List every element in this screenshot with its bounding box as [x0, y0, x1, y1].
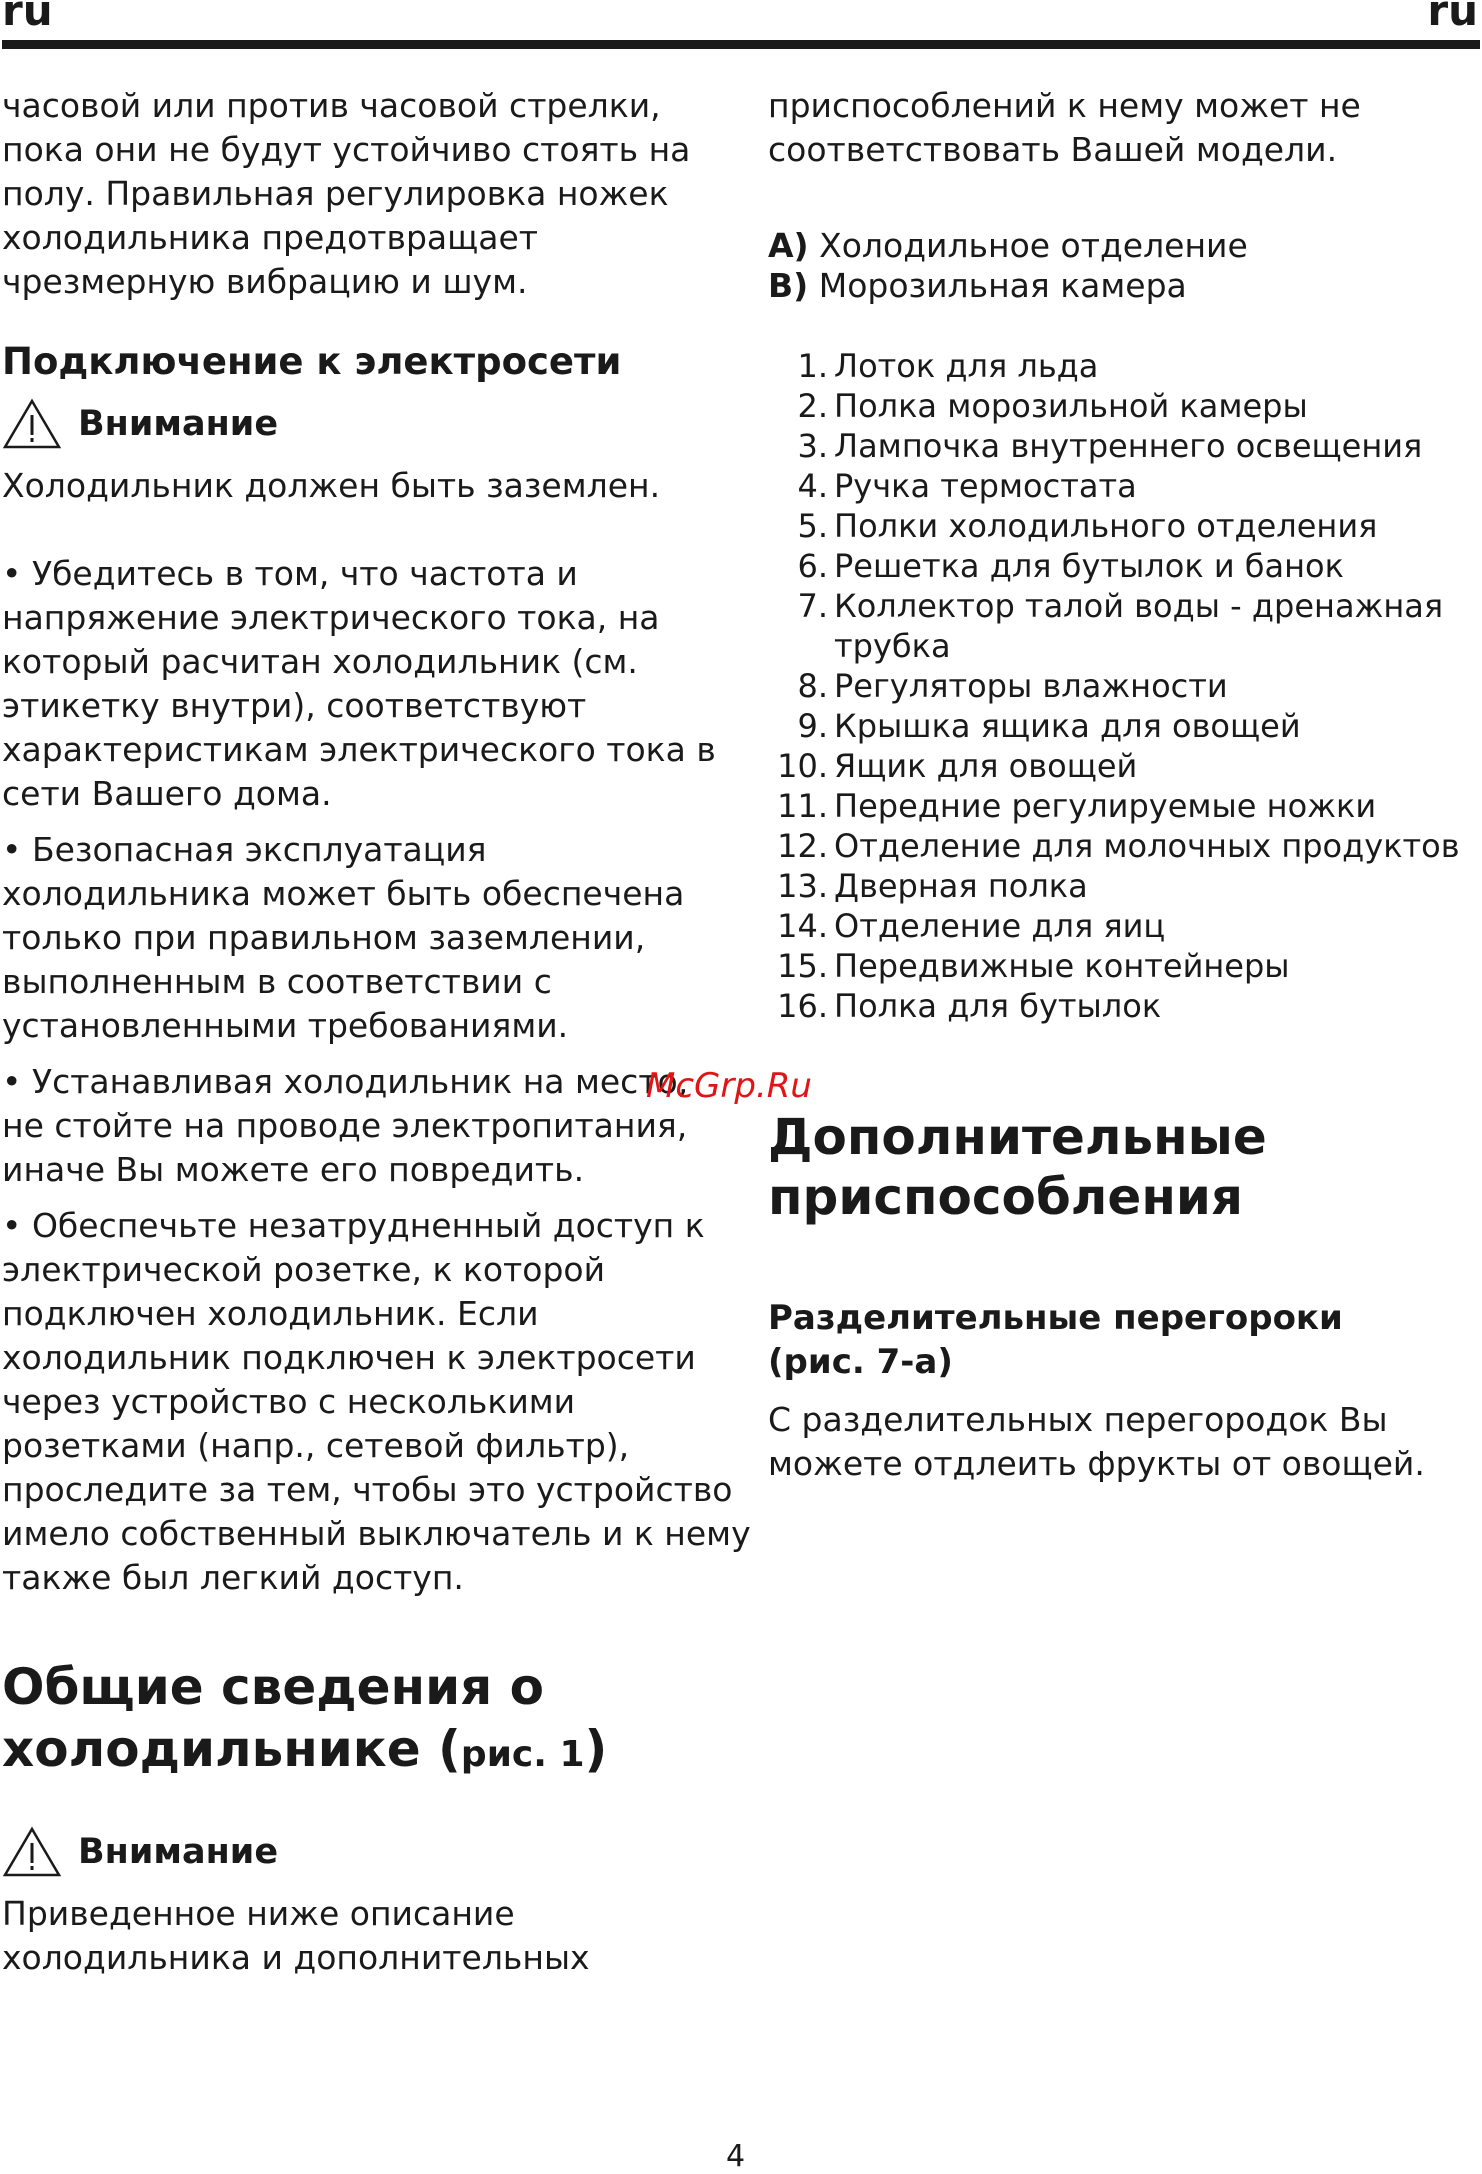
item-text: Полка морозильной камеры: [834, 387, 1308, 425]
language-code-left: ru: [2, 0, 53, 35]
list-item: [768, 386, 1460, 426]
heading-line: Дополнительные: [768, 1108, 1267, 1166]
list-item: [768, 586, 1460, 626]
text-line: иначе Вы можете его повредить.: [2, 1150, 585, 1189]
text-line: имело собственный выключатель и к нему: [2, 1514, 751, 1553]
item-number: 16.: [777, 987, 828, 1025]
language-code-right: ru: [1427, 0, 1478, 35]
text-line: часовой или против часовой стрелки,: [2, 86, 661, 125]
list-item: [768, 786, 1460, 826]
text-line: электрической розетке, к которой: [2, 1250, 606, 1289]
text-line: • Устанавливая холодильник на место,: [2, 1062, 689, 1101]
heading-text: холодильнике (: [2, 1720, 461, 1778]
item-text: Ящик для овощей: [834, 747, 1138, 785]
warning-label: Внимание: [78, 404, 279, 444]
page-number: 4: [726, 2139, 746, 2174]
text-line: холодильника предотвращает: [2, 218, 538, 257]
heading-close-paren: ): [584, 1720, 608, 1778]
text-line: • Безопасная эксплуатация: [2, 830, 487, 869]
heading-line: приспособления: [768, 1168, 1244, 1226]
item-number: 15.: [777, 947, 828, 985]
item-number: 3.: [797, 427, 828, 465]
list-item: [768, 346, 1460, 386]
item-text: трубка: [834, 627, 951, 665]
list-item: [768, 666, 1460, 706]
item-text: Ручка термостата: [834, 467, 1137, 505]
text-line: подключен холодильник. Если: [2, 1294, 539, 1333]
item-text: Коллектор талой воды - дренажная: [834, 587, 1444, 625]
item-number: 13.: [777, 867, 828, 905]
text-line: • Убедитесь в том, что частота и: [2, 554, 578, 593]
text-line: не стойте на проводе электропитания,: [2, 1106, 688, 1145]
text-line: только при правильном заземлении,: [2, 918, 646, 957]
text-line: розетками (напр., сетевой фильтр),: [2, 1426, 630, 1465]
list-item: [768, 946, 1460, 986]
text-line: соответствовать Вашей модели.: [768, 130, 1338, 169]
electric-connection-heading: Подключение к электросети: [2, 340, 622, 383]
parts-list: [768, 346, 1460, 1026]
text-line: сети Вашего дома.: [2, 774, 332, 813]
item-number: 1.: [797, 347, 828, 385]
text-line: установленными требованиями.: [2, 1006, 569, 1045]
text-line: полу. Правильная регулировка ножек: [2, 174, 669, 213]
section-letter: A): [768, 226, 809, 265]
site-watermark: McGrp.Ru: [646, 1066, 812, 1106]
text-line: • Обеспечьте незатрудненный доступ к: [2, 1206, 705, 1245]
heading-line: Общие сведения о: [2, 1658, 544, 1716]
text-line: проследите за тем, чтобы это устройство: [2, 1470, 733, 1509]
text-line: этикетку внутри), соответствуют: [2, 686, 587, 725]
figure-reference: рис. 1: [460, 1734, 585, 1775]
item-number: 14.: [777, 907, 828, 945]
text-line: С разделительных перегородок Вы: [768, 1400, 1388, 1439]
item-number: 11.: [777, 787, 828, 825]
item-text: Передвижные контейнеры: [834, 947, 1290, 985]
heading-line: Разделительные перегороки: [768, 1298, 1343, 1338]
section-b-label: [768, 266, 1187, 306]
text-line: который расчитан холодильник (см.: [2, 642, 638, 681]
list-item: [768, 466, 1460, 506]
heading-line: (рис. 7-a): [768, 1342, 953, 1382]
warning-triangle-icon: [2, 1826, 62, 1878]
header-rule: [2, 40, 1480, 49]
item-text: Отделение для молочных продуктов: [834, 827, 1460, 865]
item-number: 7.: [797, 587, 828, 625]
list-item: [768, 746, 1460, 786]
warning-block: [2, 398, 278, 450]
item-text: Полка для бутылок: [834, 987, 1162, 1025]
list-item: [768, 546, 1460, 586]
item-number: 4.: [797, 467, 828, 505]
text-line: холодильника может быть обеспечена: [2, 874, 685, 913]
grounded-text: Холодильник должен быть заземлен.: [2, 466, 661, 505]
text-line: Приведенное ниже описание: [2, 1894, 515, 1933]
item-text: Крышка ящика для овощей: [834, 707, 1301, 745]
item-text: Лоток для льда: [834, 347, 1099, 385]
item-text: Полки холодильного отделения: [834, 507, 1378, 545]
item-number: 9.: [797, 707, 828, 745]
text-line: напряжение электрического тока, на: [2, 598, 660, 637]
item-text: Дверная полка: [834, 867, 1088, 905]
item-text: Регуляторы влажности: [834, 667, 1228, 705]
list-item: [768, 506, 1460, 546]
warning-triangle-icon: [2, 398, 62, 450]
item-text: Передние регулируемые ножки: [834, 787, 1377, 825]
list-item: [768, 826, 1460, 866]
item-text: Решетка для бутылок и банок: [834, 547, 1344, 585]
text-line: можете отдлеить фрукты от овощей.: [768, 1444, 1425, 1483]
text-line: чрезмерную вибрацию и шум.: [2, 262, 528, 301]
section-a-label: [768, 226, 1248, 266]
section-letter: B): [768, 266, 809, 305]
item-number: 12.: [777, 827, 828, 865]
warning-label: Внимание: [78, 1832, 279, 1872]
text-line: холодильника и дополнительных: [2, 1938, 590, 1977]
item-number: 5.: [797, 507, 828, 545]
text-line: выполненным в соответствии с: [2, 962, 552, 1001]
text-line: холодильник подключен к электросети: [2, 1338, 696, 1377]
heading-line: [2, 1718, 607, 1786]
text-line: характеристикам электрического тока в: [2, 730, 716, 769]
item-text: Лампочка внутреннего освещения: [834, 427, 1423, 465]
section-name: Морозильная камера: [808, 266, 1187, 305]
list-item: [768, 426, 1460, 466]
warning-block: [2, 1826, 278, 1878]
text-line: приспособлений к нему может не: [768, 86, 1361, 125]
list-item: [768, 906, 1460, 946]
item-number: 2.: [797, 387, 828, 425]
text-line: также был легкий доступ.: [2, 1558, 464, 1597]
list-item: [768, 706, 1460, 746]
list-item: [768, 866, 1460, 906]
text-line: пока они не будут устойчиво стоять на: [2, 130, 691, 169]
item-number: [768, 626, 834, 666]
item-number: 8.: [797, 667, 828, 705]
item-number: 6.: [797, 547, 828, 585]
text-line: через устройство с несколькими: [2, 1382, 576, 1421]
item-text: Отделение для яиц: [834, 907, 1166, 945]
item-number: 10.: [777, 747, 828, 785]
section-name: Холодильное отделение: [808, 226, 1248, 265]
list-item-continuation: [768, 626, 1460, 666]
list-item: [768, 986, 1460, 1026]
